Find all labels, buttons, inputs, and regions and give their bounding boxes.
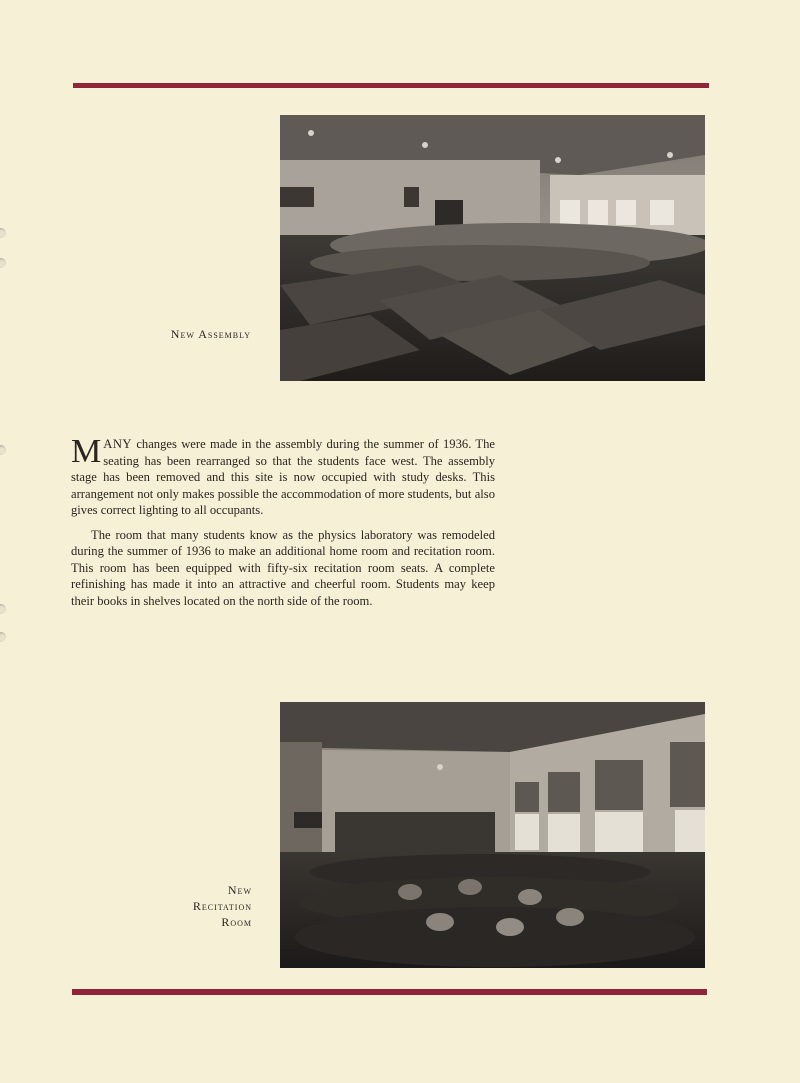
assembly-caption: New Assembly [170,327,251,341]
caption-line: New [227,883,252,897]
first-word: ANY [103,437,133,451]
paragraph-1-text: changes were made in the assembly during the summer of 1936. The seating has been rearranged so that the students face west. The assembly stage has been removed and this site is now occupied with study desks. This arrangement not only makes possible the accommodation of more students, but also gives correct lighting to all occupants. [71,437,495,517]
recitation-room-caption [150,882,252,930]
bottom-rule [72,989,707,995]
paragraph-2: The room that many students know as the physics laboratory was remodeled during the summer of 1936 to make an additional home room and recitation room. This room has been equipped with fifty-six recitation room seats. A complete refinishing has made it into an attractive and cheerful room. Students may keep their books in shelves located on the north side of the room. [71,527,495,608]
caption-line: Recitation [192,899,252,913]
binder-hole [0,228,6,238]
drop-cap: M [71,433,102,470]
assembly-photo [280,115,705,381]
binder-hole [0,445,6,455]
paragraph-1 [71,433,495,519]
binder-hole [0,604,6,614]
binder-hole [0,632,6,642]
caption-line: Room [221,915,252,929]
binder-hole [0,258,6,268]
article [71,433,495,609]
recitation-room-photo [280,702,705,968]
top-rule [73,83,709,88]
